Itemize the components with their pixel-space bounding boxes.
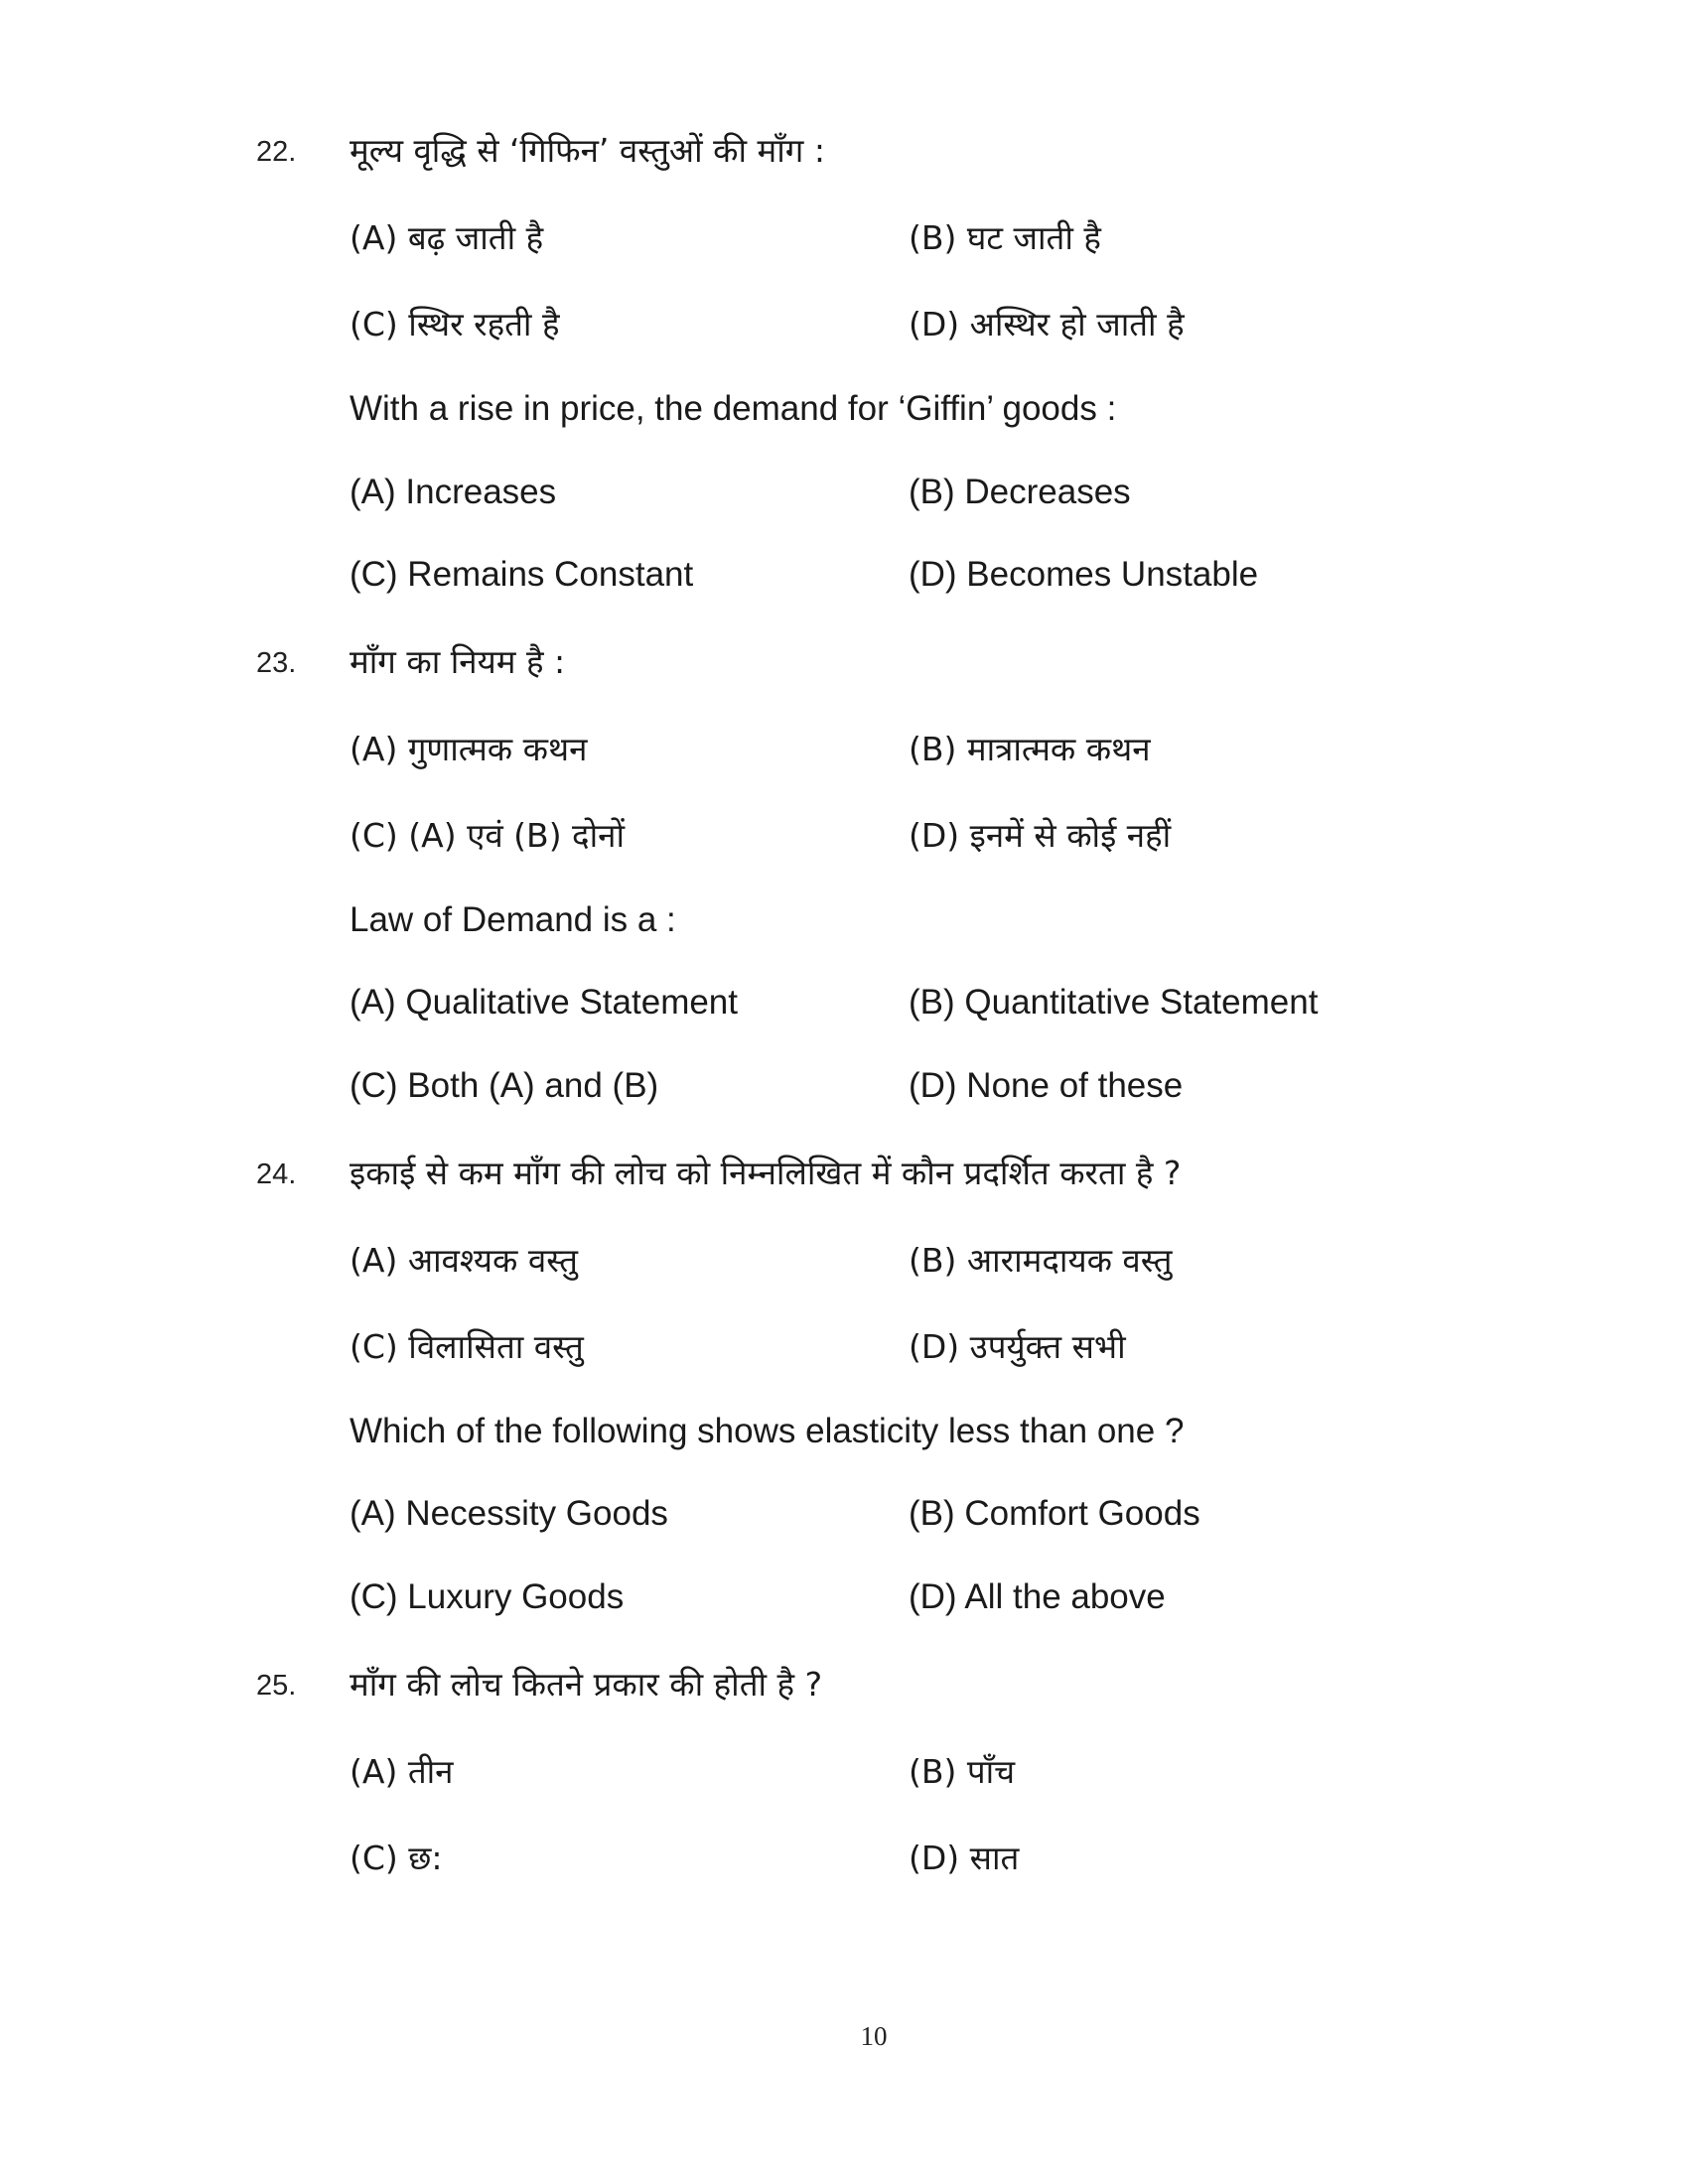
option-c-hindi: (C) छ: xyxy=(350,1839,443,1877)
option-c-english: (C) Both (A) and (B) xyxy=(350,1066,659,1105)
option-d-english: (D) All the above xyxy=(909,1577,1166,1616)
question-text-english: Law of Demand is a : xyxy=(350,900,676,939)
question-text-hindi: इकाई से कम माँग की लोच को निम्नलिखित में कौन प्रदर्शित करता है ? xyxy=(350,1154,1182,1192)
page-number: 10 xyxy=(860,2021,888,2051)
option-b-hindi: (B) मात्रात्मक कथन xyxy=(909,730,1151,768)
option-d-english: (D) None of these xyxy=(909,1066,1184,1105)
option-c-english: (C) Luxury Goods xyxy=(350,1577,625,1616)
option-c-hindi: (C) विलासिता वस्तु xyxy=(350,1327,584,1366)
option-d-hindi: (D) इनमें से कोई नहीं xyxy=(909,816,1172,855)
option-d-hindi: (D) अस्थिर हो जाती है xyxy=(909,305,1185,343)
question-number: 22. xyxy=(256,136,297,168)
option-b-english: (B) Decreases xyxy=(909,473,1131,511)
option-b-hindi: (B) आरामदायक वस्तु xyxy=(909,1241,1173,1280)
option-c-english: (C) Remains Constant xyxy=(350,555,694,594)
option-c-hindi: (C) (A) एवं (B) दोनों xyxy=(350,816,625,855)
question-text-english: With a rise in price, the demand for ‘Giffin’ goods : xyxy=(350,389,1117,428)
question-number: 25. xyxy=(256,1670,297,1702)
option-b-english: (B) Quantitative Statement xyxy=(909,983,1319,1022)
option-d-hindi: (D) सात xyxy=(909,1839,1020,1877)
option-d-english: (D) Becomes Unstable xyxy=(909,555,1259,594)
option-a-hindi: (A) बढ़ जाती है xyxy=(350,218,544,257)
question-text-hindi: मूल्य वृद्धि से ‘गिफिन’ वस्तुओं की माँग : xyxy=(350,131,825,170)
option-a-hindi: (A) गुणात्मक कथन xyxy=(350,730,588,768)
option-b-hindi: (B) पाँच xyxy=(909,1752,1016,1791)
question-number: 23. xyxy=(256,647,297,679)
question-text-hindi: माँग की लोच कितने प्रकार की होती है ? xyxy=(350,1665,823,1704)
question-number: 24. xyxy=(256,1159,297,1190)
option-a-english: (A) Necessity Goods xyxy=(350,1494,668,1533)
option-a-hindi: (A) तीन xyxy=(350,1752,454,1791)
option-a-hindi: (A) आवश्यक वस्तु xyxy=(350,1241,578,1280)
question-text-hindi: माँग का नियम है : xyxy=(350,642,566,681)
option-a-english: (A) Increases xyxy=(350,473,557,511)
option-c-hindi: (C) स्थिर रहती है xyxy=(350,305,560,343)
option-a-english: (A) Qualitative Statement xyxy=(350,983,738,1022)
option-b-english: (B) Comfort Goods xyxy=(909,1494,1200,1533)
option-d-hindi: (D) उपर्युक्त सभी xyxy=(909,1327,1126,1366)
option-b-hindi: (B) घट जाती है xyxy=(909,218,1101,257)
question-text-english: Which of the following shows elasticity less than one ? xyxy=(350,1412,1185,1450)
